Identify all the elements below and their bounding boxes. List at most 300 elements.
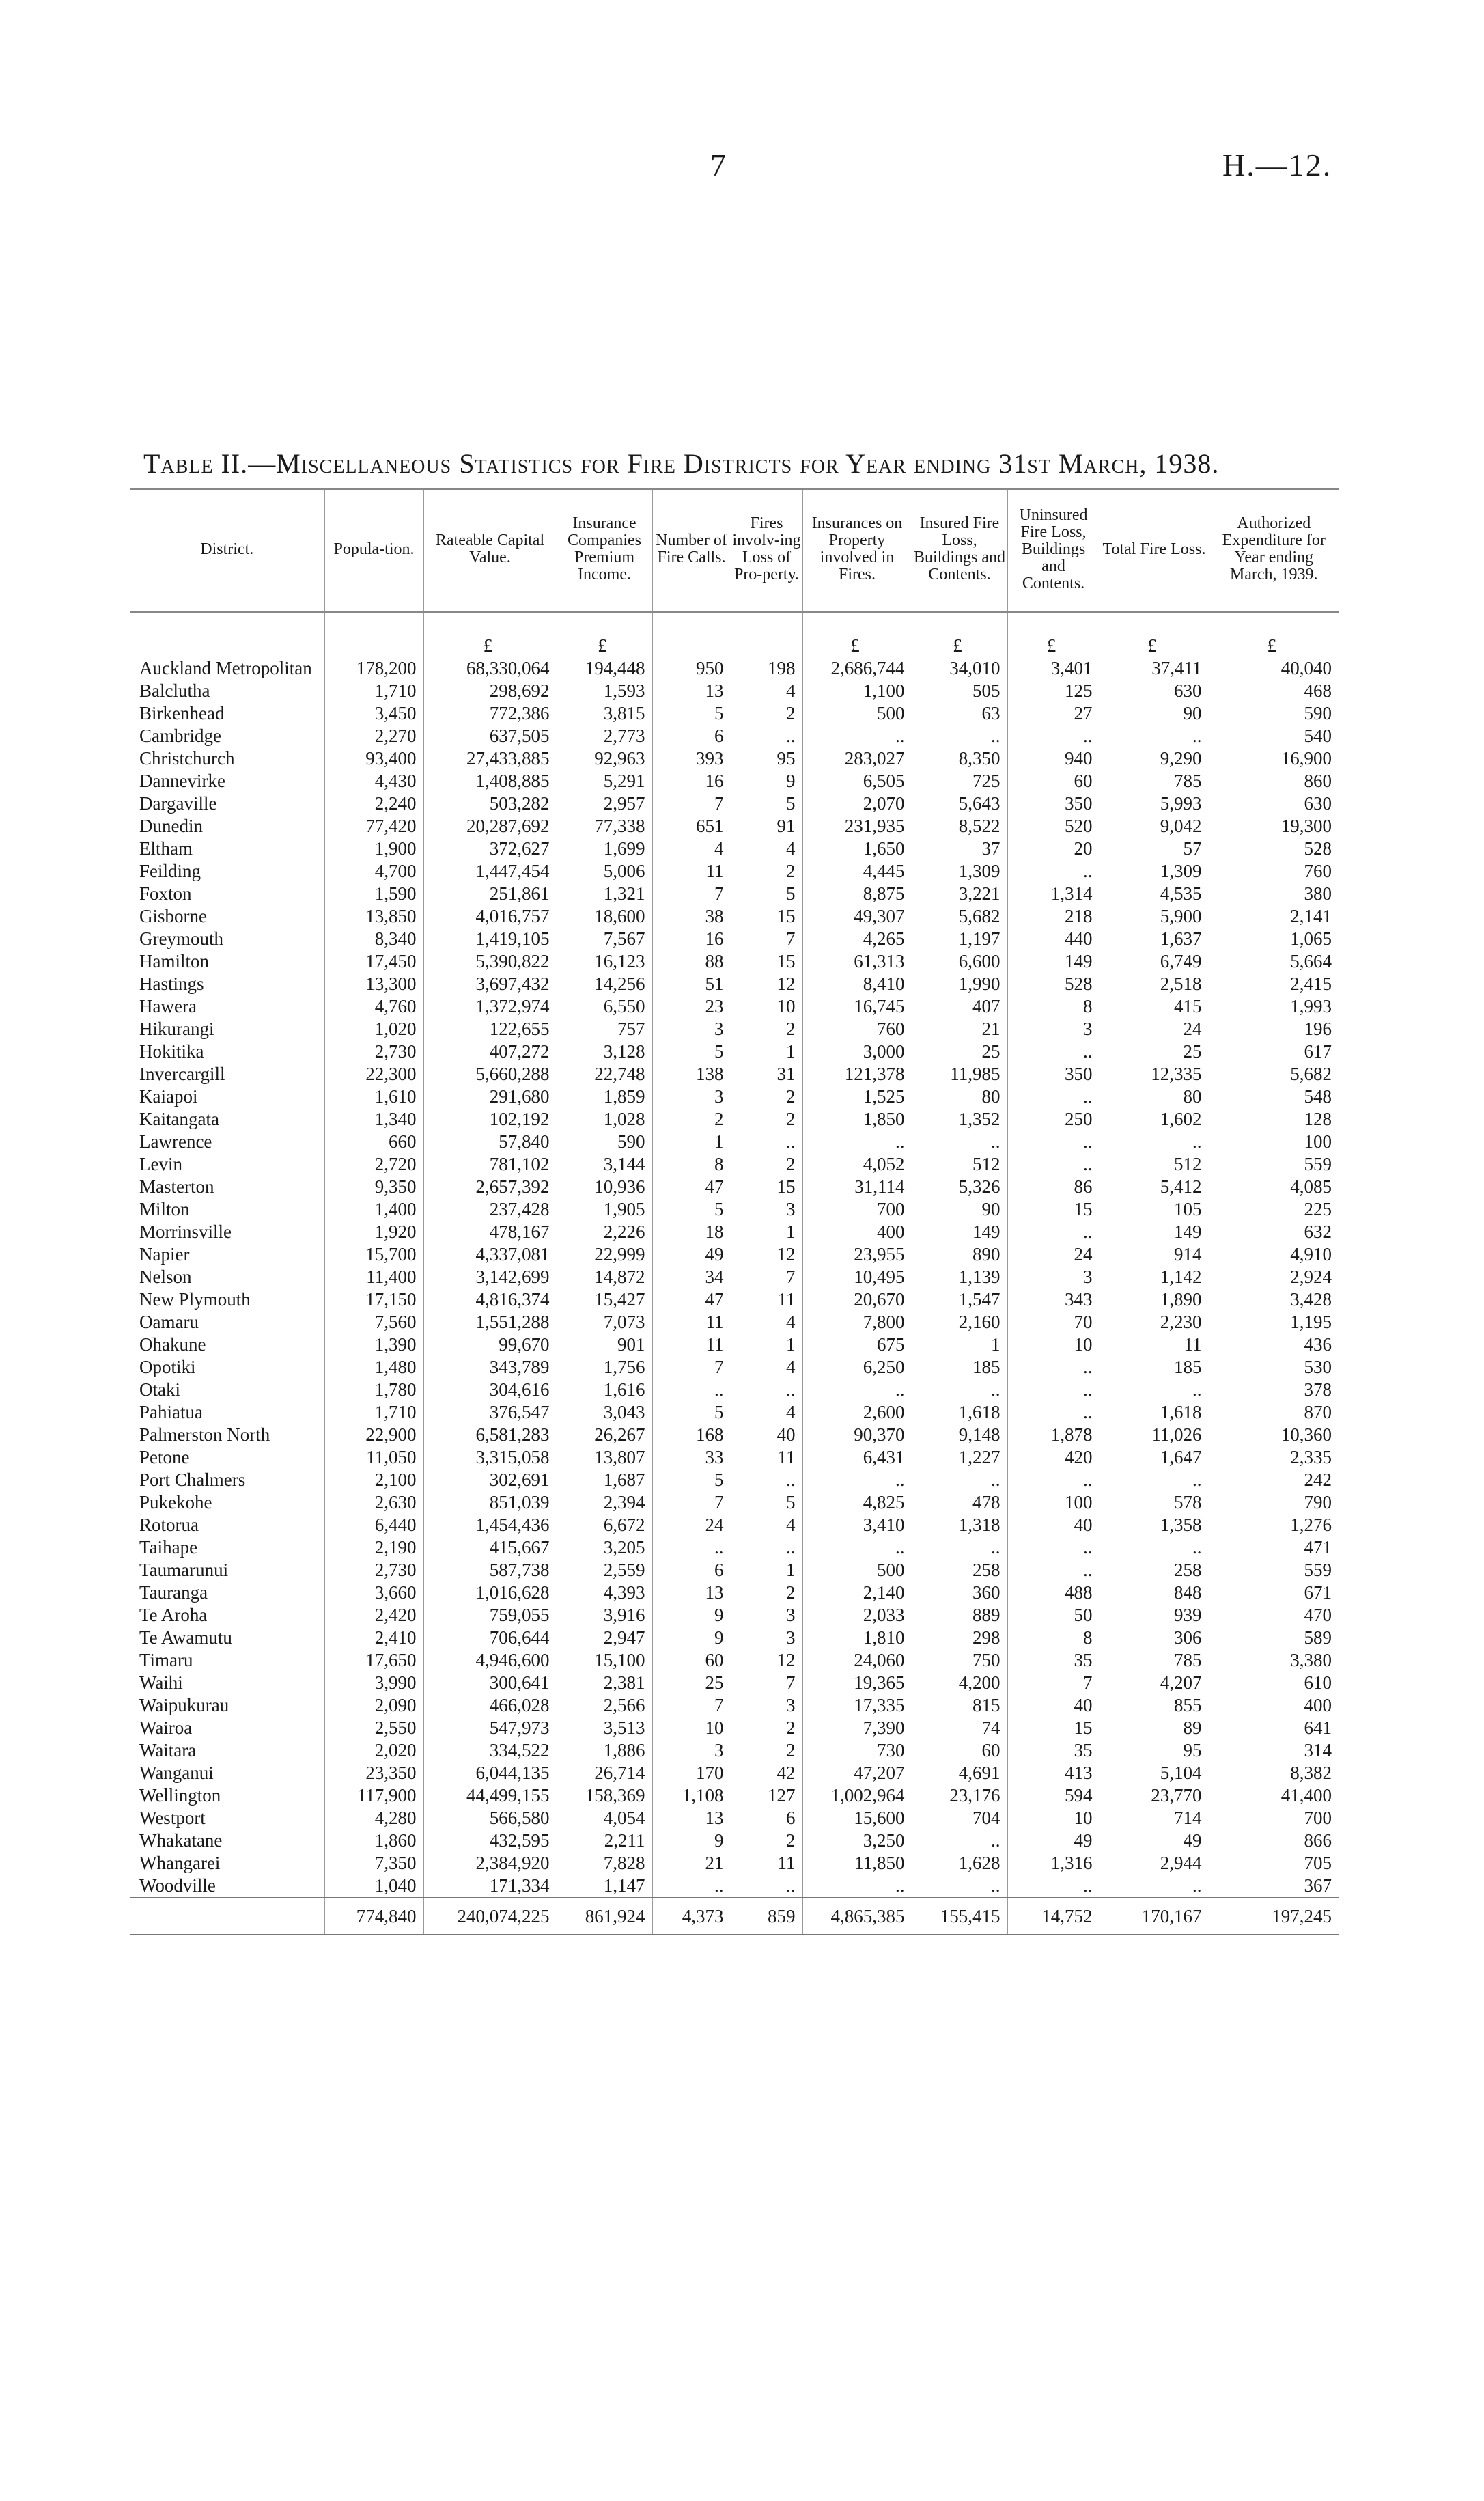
value-cell: 11 [652, 860, 731, 883]
value-cell: 22,300 [324, 1063, 423, 1086]
value-cell: 4,265 [802, 928, 912, 950]
value-cell: 21 [652, 1852, 731, 1875]
value-cell: 3,144 [557, 1153, 652, 1176]
value-cell: 478 [912, 1491, 1007, 1514]
value-cell: 3,660 [324, 1581, 423, 1604]
district-name-cell: Masterton [139, 1176, 214, 1197]
value-cell: 13 [652, 1581, 731, 1604]
table-body [130, 612, 1339, 1898]
value-cell: 1,618 [912, 1401, 1007, 1424]
value-cell: 1,276 [1209, 1514, 1339, 1536]
value-cell: 80 [912, 1086, 1007, 1108]
value-cell: 6 [652, 725, 731, 747]
value-cell: 360 [912, 1581, 1007, 1604]
value-cell: 7 [652, 1356, 731, 1379]
unit-cell: £ [423, 612, 557, 657]
value-cell: 122,655 [423, 1018, 557, 1040]
value-cell: 15 [1007, 1198, 1100, 1221]
district-name-cell: Oamaru [139, 1312, 199, 1332]
value-cell: 196 [1209, 1018, 1339, 1040]
value-cell: 35 [1007, 1739, 1100, 1762]
value-cell: 1,905 [557, 1198, 652, 1221]
table-row [130, 1446, 1339, 1469]
value-cell: 940 [1007, 747, 1100, 770]
value-cell: 314 [1209, 1739, 1339, 1762]
district-name-cell: Gisborne [139, 906, 207, 926]
table-row [130, 725, 1339, 747]
value-cell: 61,313 [802, 950, 912, 973]
value-cell: 24 [1100, 1018, 1209, 1040]
value-cell: 1,610 [324, 1086, 423, 1108]
value-cell: 2,335 [1209, 1446, 1339, 1469]
value-cell: 1,593 [557, 680, 652, 702]
value-cell: 343 [1007, 1288, 1100, 1311]
value-cell: 80 [1100, 1086, 1209, 1108]
col-header-rateable-value: Rateable Capital Value. [423, 489, 557, 612]
value-cell: 12,335 [1100, 1063, 1209, 1086]
value-cell: 6,600 [912, 950, 1007, 973]
district-name-cell: Hokitika [139, 1041, 204, 1062]
value-cell: 3 [652, 1018, 731, 1040]
value-cell: 4,085 [1209, 1176, 1339, 1198]
value-cell: 415 [1100, 995, 1209, 1018]
totals-cell: 240,074,225 [423, 1898, 557, 1935]
value-cell: 15 [731, 1176, 802, 1198]
value-cell: 168 [652, 1424, 731, 1446]
value-cell: 2,230 [1100, 1311, 1209, 1334]
value-cell: .. [1007, 1221, 1100, 1243]
value-cell: 772,386 [423, 702, 557, 725]
value-cell: 1,028 [557, 1108, 652, 1131]
value-cell: 102,192 [423, 1108, 557, 1131]
value-cell: 706,644 [423, 1627, 557, 1649]
table-row [130, 928, 1339, 950]
district-name-cell: Dunedin [139, 816, 203, 836]
value-cell: 105 [1100, 1198, 1209, 1221]
value-cell: 505 [912, 680, 1007, 702]
value-cell: 2,566 [557, 1694, 652, 1717]
table-row [130, 995, 1339, 1018]
col-header-insured-loss: Insured Fire Loss, Buildings and Contents. [912, 489, 1007, 612]
value-cell: 2,394 [557, 1491, 652, 1514]
value-cell: 2 [731, 1739, 802, 1762]
value-cell: .. [802, 1875, 912, 1898]
value-cell: .. [912, 1379, 1007, 1401]
value-cell: 300,641 [423, 1672, 557, 1694]
value-cell: 12 [731, 1649, 802, 1672]
value-cell: .. [1100, 1536, 1209, 1559]
value-cell: 1,990 [912, 973, 1007, 995]
district-name-cell: Kaitangata [139, 1109, 219, 1129]
value-cell: 590 [1209, 702, 1339, 725]
value-cell: .. [652, 1379, 731, 1401]
totals-cell: 14,752 [1007, 1898, 1100, 1935]
value-cell: .. [731, 1469, 802, 1491]
value-cell: 24 [1007, 1243, 1100, 1266]
value-cell: 5,390,822 [423, 950, 557, 973]
district-name-cell: Hastings [139, 973, 204, 994]
value-cell: 725 [912, 770, 1007, 792]
district-name-cell: Dargaville [139, 793, 217, 814]
value-cell: 100 [1007, 1491, 1100, 1514]
value-cell: 5,006 [557, 860, 652, 883]
value-cell: 7,560 [324, 1311, 423, 1334]
value-cell: 790 [1209, 1491, 1339, 1514]
value-cell: 14,872 [557, 1266, 652, 1288]
value-cell: 242 [1209, 1469, 1339, 1491]
document-reference: H.—12. [1222, 148, 1332, 182]
district-name-cell: Otaki [139, 1379, 180, 1400]
value-cell: 1,628 [912, 1852, 1007, 1875]
value-cell: 11,400 [324, 1266, 423, 1288]
value-cell: 3,000 [802, 1040, 912, 1063]
value-cell: 815 [912, 1694, 1007, 1717]
value-cell: 413 [1007, 1762, 1100, 1784]
value-cell: 436 [1209, 1334, 1339, 1356]
value-cell: 6,044,135 [423, 1762, 557, 1784]
value-cell: 2,141 [1209, 905, 1339, 928]
district-name-cell: New Plymouth [139, 1289, 251, 1310]
table-row [130, 702, 1339, 725]
value-cell: 11 [652, 1334, 731, 1356]
value-cell: 51 [652, 973, 731, 995]
value-cell: 528 [1007, 973, 1100, 995]
value-cell: 3,128 [557, 1040, 652, 1063]
value-cell: 31,114 [802, 1176, 912, 1198]
value-cell: 5,643 [912, 792, 1007, 815]
unit-cell: £ [1100, 612, 1209, 657]
value-cell: 298 [912, 1627, 1007, 1649]
page-number: 7 [710, 148, 726, 182]
value-cell: 714 [1100, 1807, 1209, 1829]
value-cell: 11 [731, 1446, 802, 1469]
value-cell: 2,600 [802, 1401, 912, 1424]
table-row [130, 1086, 1339, 1108]
value-cell: 512 [1100, 1153, 1209, 1176]
value-cell: 60 [652, 1649, 731, 1672]
value-cell: 1,197 [912, 928, 1007, 950]
value-cell: 651 [652, 815, 731, 838]
value-cell: 870 [1209, 1401, 1339, 1424]
value-cell: 250 [1007, 1108, 1100, 1131]
value-cell: 117,900 [324, 1784, 423, 1807]
value-cell: 298,692 [423, 680, 557, 702]
value-cell: 125 [1007, 680, 1100, 702]
col-header-fires-with-loss: Fires involv-ing Loss of Pro-perty. [731, 489, 802, 612]
value-cell: 89 [1100, 1717, 1209, 1739]
value-cell: 610 [1209, 1672, 1339, 1694]
district-name-cell: Milton [139, 1199, 190, 1219]
value-cell: 2,020 [324, 1739, 423, 1762]
value-cell: 700 [1209, 1807, 1339, 1829]
value-cell: 16,745 [802, 995, 912, 1018]
value-cell: 1,647 [1100, 1446, 1209, 1469]
value-cell: 1,372,974 [423, 995, 557, 1018]
value-cell: 2,686,744 [802, 657, 912, 680]
value-cell: 5 [731, 1491, 802, 1514]
value-cell: 9,148 [912, 1424, 1007, 1446]
value-cell: 93,400 [324, 747, 423, 770]
value-cell: 520 [1007, 815, 1100, 838]
value-cell: 95 [1100, 1739, 1209, 1762]
value-cell: 237,428 [423, 1198, 557, 1221]
value-cell: 675 [802, 1334, 912, 1356]
table-row [130, 1581, 1339, 1604]
value-cell: 5,291 [557, 770, 652, 792]
value-cell: 5 [731, 883, 802, 905]
value-cell: 149 [912, 1221, 1007, 1243]
value-cell: 23 [652, 995, 731, 1018]
table-row [130, 1739, 1339, 1762]
value-cell: 1,309 [1100, 860, 1209, 883]
value-cell: .. [802, 1536, 912, 1559]
value-cell: 3 [652, 1086, 731, 1108]
value-cell: 100 [1209, 1131, 1339, 1153]
value-cell: 2 [731, 1108, 802, 1131]
value-cell: 63 [912, 702, 1007, 725]
totals-cell: 197,245 [1209, 1898, 1339, 1935]
value-cell: 471 [1209, 1536, 1339, 1559]
value-cell: 7 [731, 928, 802, 950]
table-row [130, 1717, 1339, 1739]
value-cell: 559 [1209, 1559, 1339, 1581]
table-row [130, 1131, 1339, 1153]
value-cell: 1,920 [324, 1221, 423, 1243]
table-title [143, 447, 1345, 480]
value-cell: 785 [1100, 1649, 1209, 1672]
value-cell: 2,773 [557, 725, 652, 747]
value-cell: 5 [652, 1040, 731, 1063]
value-cell: 4,200 [912, 1672, 1007, 1694]
table-row [130, 1875, 1339, 1898]
value-cell: 17,150 [324, 1288, 423, 1311]
table-row [130, 747, 1339, 770]
value-cell: 781,102 [423, 1153, 557, 1176]
value-cell: 637,505 [423, 725, 557, 747]
value-cell: .. [1007, 1536, 1100, 1559]
value-cell: 1,993 [1209, 995, 1339, 1018]
value-cell: 13 [652, 680, 731, 702]
value-cell: 16 [652, 928, 731, 950]
table-title-text: —Miscellaneous Statistics for Fire Districts for Year ending 31st March, 1938. [248, 448, 1220, 479]
value-cell: 704 [912, 1807, 1007, 1829]
value-cell: 74 [912, 1717, 1007, 1739]
unit-cell: £ [557, 612, 652, 657]
district-name-cell: Waitara [139, 1740, 197, 1760]
value-cell: 22,999 [557, 1243, 652, 1266]
value-cell: 149 [1100, 1221, 1209, 1243]
value-cell: 5,900 [1100, 905, 1209, 928]
unit-cell [324, 612, 423, 657]
value-cell: .. [1007, 1040, 1100, 1063]
value-cell: 49 [1007, 1829, 1100, 1852]
value-cell: 15 [1007, 1717, 1100, 1739]
value-cell: 90 [912, 1198, 1007, 1221]
value-cell: 13,300 [324, 973, 423, 995]
value-cell: 1,616 [557, 1379, 652, 1401]
value-cell: 283,027 [802, 747, 912, 770]
value-cell: 57,840 [423, 1131, 557, 1153]
value-cell: 4,207 [1100, 1672, 1209, 1694]
table-row [130, 1491, 1339, 1514]
value-cell: 478,167 [423, 1221, 557, 1243]
value-cell: 2,226 [557, 1221, 652, 1243]
value-cell: 2,160 [912, 1311, 1007, 1334]
value-cell: 23,955 [802, 1243, 912, 1266]
table-row [130, 1243, 1339, 1266]
totals-cell [130, 1898, 324, 1935]
value-cell: .. [1007, 1153, 1100, 1176]
value-cell: .. [912, 1131, 1007, 1153]
value-cell: .. [1007, 1356, 1100, 1379]
col-header-fire-calls: Number of Fire Calls. [652, 489, 731, 612]
value-cell: 306 [1100, 1627, 1209, 1649]
value-cell: 7 [652, 1694, 731, 1717]
value-cell: 7,073 [557, 1311, 652, 1334]
value-cell: 590 [557, 1131, 652, 1153]
value-cell: 2,190 [324, 1536, 423, 1559]
value-cell: 24,060 [802, 1649, 912, 1672]
district-name-cell: Auckland Metropolitan [139, 658, 312, 678]
value-cell: 4,535 [1100, 883, 1209, 905]
value-cell: 3,697,432 [423, 973, 557, 995]
value-cell: 9,290 [1100, 747, 1209, 770]
col-header-total-loss: Total Fire Loss. [1100, 489, 1209, 612]
value-cell: 47,207 [802, 1762, 912, 1784]
district-name-cell: Wairoa [139, 1717, 193, 1738]
table-row [130, 1063, 1339, 1086]
value-cell: .. [1100, 1131, 1209, 1153]
value-cell: 5 [731, 792, 802, 815]
value-cell: 40 [731, 1424, 802, 1446]
value-cell: .. [1100, 1875, 1209, 1898]
table-row [130, 1604, 1339, 1627]
value-cell: 6,581,283 [423, 1424, 557, 1446]
value-cell: 22,900 [324, 1424, 423, 1446]
value-cell: 6,440 [324, 1514, 423, 1536]
totals-cell: 859 [731, 1898, 802, 1935]
value-cell: 2,415 [1209, 973, 1339, 995]
value-cell: 158,369 [557, 1784, 652, 1807]
value-cell: 25 [912, 1040, 1007, 1063]
value-cell: 12 [731, 1243, 802, 1266]
value-cell: 49 [1100, 1829, 1209, 1852]
value-cell: 15,700 [324, 1243, 423, 1266]
value-cell: 407 [912, 995, 1007, 1018]
value-cell: 2,090 [324, 1694, 423, 1717]
value-cell: 77,338 [557, 815, 652, 838]
value-cell: 1,710 [324, 680, 423, 702]
value-cell: 594 [1007, 1784, 1100, 1807]
value-cell: 3,513 [557, 1717, 652, 1739]
table-row [130, 973, 1339, 995]
value-cell: 9 [652, 1829, 731, 1852]
value-cell: 757 [557, 1018, 652, 1040]
value-cell: 3,142,699 [423, 1266, 557, 1288]
value-cell: 660 [324, 1131, 423, 1153]
value-cell: 15,100 [557, 1649, 652, 1672]
value-cell: 632 [1209, 1221, 1339, 1243]
value-cell: 3,815 [557, 702, 652, 725]
value-cell: 7 [652, 883, 731, 905]
value-cell: 2,947 [557, 1627, 652, 1649]
district-name-cell: Ohakune [139, 1334, 206, 1355]
value-cell: 700 [802, 1198, 912, 1221]
district-name-cell: Waihi [139, 1672, 183, 1693]
district-name-cell: Palmerston North [139, 1424, 270, 1445]
value-cell: 70 [1007, 1311, 1100, 1334]
table-row [130, 1356, 1339, 1379]
value-cell: 372,627 [423, 838, 557, 860]
table-row [130, 1784, 1339, 1807]
value-cell: 2 [731, 860, 802, 883]
value-cell: 2,957 [557, 792, 652, 815]
unit-cell [130, 612, 324, 657]
district-name-cell: Wanganui [139, 1763, 214, 1783]
value-cell: 15,427 [557, 1288, 652, 1311]
value-cell: 1,687 [557, 1469, 652, 1491]
unit-cell [731, 612, 802, 657]
value-cell: .. [912, 1829, 1007, 1852]
value-cell: 88 [652, 950, 731, 973]
district-name-cell: Hikurangi [139, 1019, 214, 1039]
value-cell: 785 [1100, 770, 1209, 792]
value-cell: 1,637 [1100, 928, 1209, 950]
value-cell: 3,205 [557, 1536, 652, 1559]
value-cell: 470 [1209, 1604, 1339, 1627]
value-cell: 7 [652, 1491, 731, 1514]
value-cell: 24 [652, 1514, 731, 1536]
value-cell: .. [912, 725, 1007, 747]
value-cell: 488 [1007, 1581, 1100, 1604]
value-cell: 2 [731, 1829, 802, 1852]
value-cell: 42 [731, 1762, 802, 1784]
value-cell: 17,335 [802, 1694, 912, 1717]
value-cell: 50 [1007, 1604, 1100, 1627]
district-name-cell: Waipukurau [139, 1695, 229, 1715]
value-cell: 8 [1007, 995, 1100, 1018]
value-cell: 1,878 [1007, 1424, 1100, 1446]
value-cell: 7 [731, 1266, 802, 1288]
value-cell: 1,227 [912, 1446, 1007, 1469]
value-cell: .. [731, 1379, 802, 1401]
value-cell: 19,300 [1209, 815, 1339, 838]
col-header-premium-income: Insurance Companies Premium Income. [557, 489, 652, 612]
value-cell: 34,010 [912, 657, 1007, 680]
district-name-cell: Napier [139, 1244, 190, 1265]
value-cell: .. [1100, 1379, 1209, 1401]
value-cell: 2,720 [324, 1153, 423, 1176]
value-cell: 8 [652, 1153, 731, 1176]
value-cell: .. [1007, 1379, 1100, 1401]
value-cell: 127 [731, 1784, 802, 1807]
units-row [130, 612, 1339, 657]
value-cell: .. [1007, 1559, 1100, 1581]
value-cell: 91 [731, 815, 802, 838]
col-header-authorized-expenditure: Authorized Expenditure for Year ending March, 1939. [1209, 489, 1339, 612]
col-header-district: District. [130, 489, 324, 612]
value-cell: 198 [731, 657, 802, 680]
value-cell: 27,433,885 [423, 747, 557, 770]
totals-row [130, 1898, 1339, 1935]
value-cell: 33 [652, 1446, 731, 1469]
value-cell: 27 [1007, 702, 1100, 725]
value-cell: 1 [912, 1334, 1007, 1356]
header-row [130, 489, 1339, 612]
value-cell: 20 [1007, 838, 1100, 860]
value-cell: 31 [731, 1063, 802, 1086]
value-cell: 420 [1007, 1446, 1100, 1469]
